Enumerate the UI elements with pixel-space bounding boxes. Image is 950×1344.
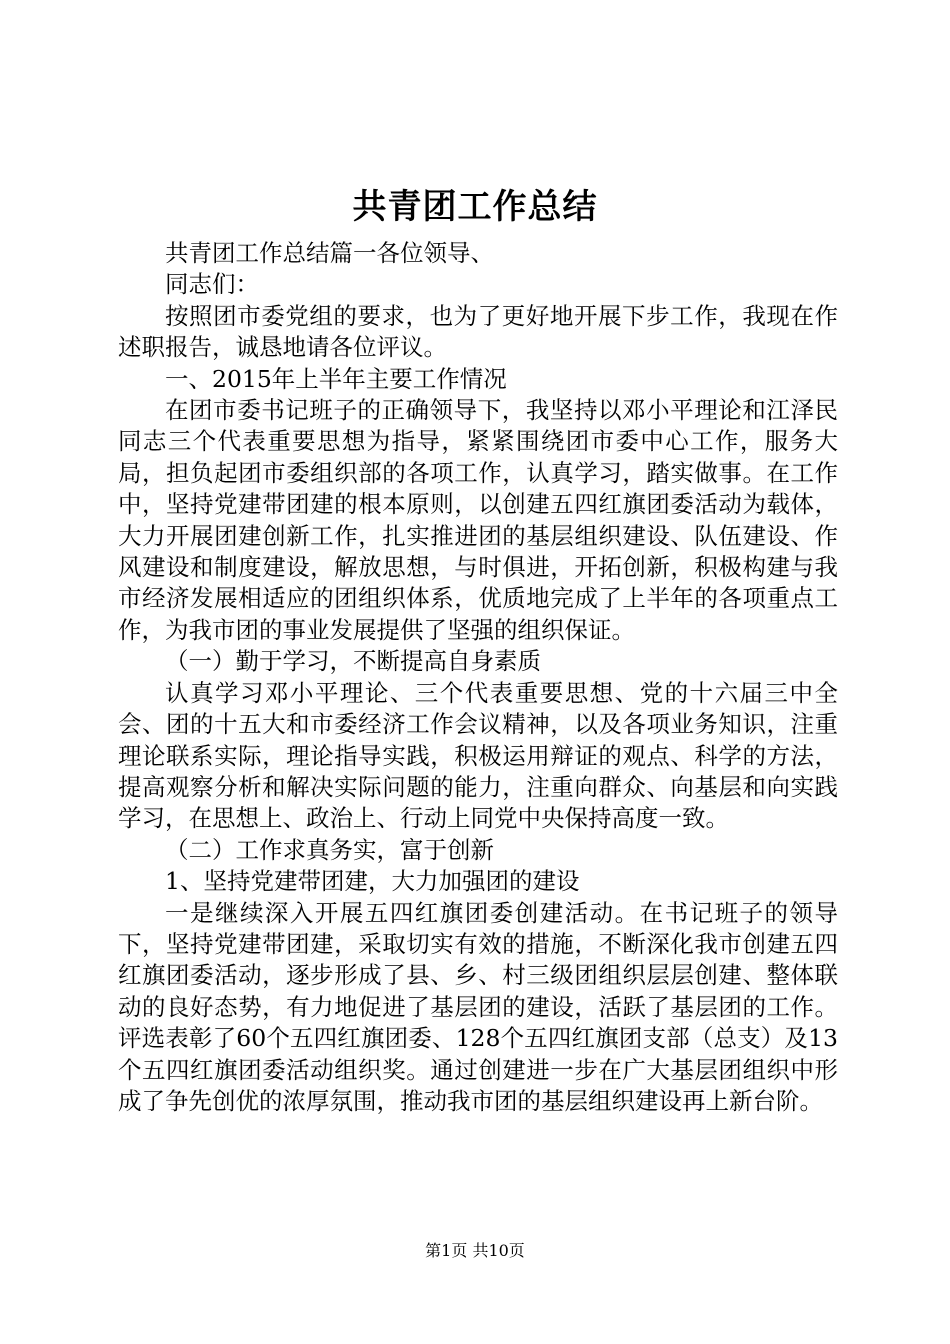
section-heading-1: 一、2015年上半年主要工作情况 [165,364,507,393]
document-title: 共青团工作总结 [352,187,598,227]
subsection-1-paragraph: 认真学习邓小平理论、三个代表重要思想、党的十六届三中全会、团的十五大和市委经济工作会议精神，以及各项业务知识，注重理论联系实际，理论指导实践，积极运用辩证的观点、科学的方法，提高观察分析和解决实际问题的能力，注重向群众、向基层和向实践学习，在思想上、政治上、行动上同党中央保持高度一致。 [118,678,838,833]
item-1-paragraph: 一是继续深入开展五四红旗团委创建活动。在书记班子的领导下，坚持党建带团建，采取切实有效的措施，不断深化我市创建五四红旗团委活动，逐步形成了县、乡、村三级团组织层层创建、整体联动的良好态势，有力地促进了基层团的建设，活跃了基层团的工作。评选表彰了60个五四红旗团委、128个五四红旗团支部（总支）及13个五四红旗团委活动组织奖。通过创建进一步在广大基层团组织中形成了争先创优的浓厚氛围，推动我市团的基层组织建设再上新台阶。 [118,898,838,1115]
page-number-footer: 第1页 共10页 [425,1241,525,1260]
document-body [118,238,838,1117]
salutation-line-2: 同志们： [165,270,259,299]
subsection-heading-1: （一）勤于学习，不断提高自身素质 [165,647,541,676]
section-1-paragraph: 在团市委书记班子的正确领导下，我坚持以邓小平理论和江泽民同志三个代表重要思想为指导，紧紧围绕团市委中心工作，服务大局，担负起团市委组织部的各项工作，认真学习，踏实做事。在工作中，坚持党建带团建的根本原则，以创建五四红旗团委活动为载体，大力开展团建创新工作，扎实推进团的基层组织建设、队伍建设、作风建设和制度建设，解放思想，与时俱进，开拓创新，积极构建与我市经济发展相适应的团组织体系，优质地完成了上半年的各项重点工作，为我市团的事业发展提供了坚强的组织保证。 [118,396,838,644]
item-heading-1: 1、坚持党建带团建，大力加强团的建设 [165,867,580,896]
subsection-heading-2: （二）工作求真务实，富于创新 [165,835,494,864]
salutation-line-1: 共青团工作总结篇一各位领导、 [165,239,494,267]
intro-paragraph: 按照团市委党组的要求，也为了更好地开展下步工作，我现在作述职报告，诚恳地请各位评议。 [118,301,838,362]
